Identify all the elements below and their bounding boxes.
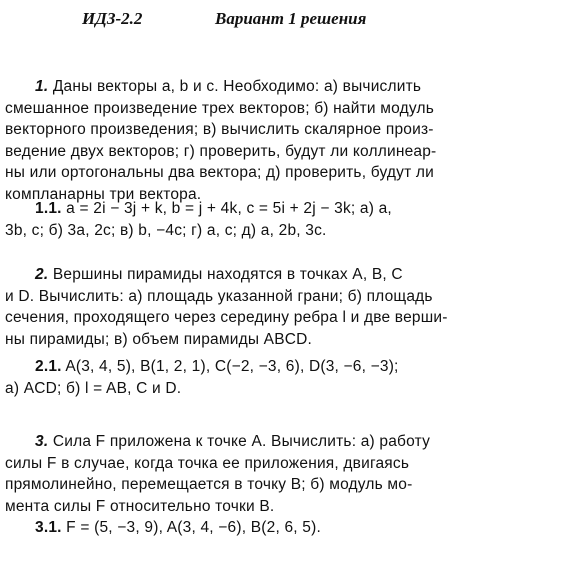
task-number: 3.	[35, 433, 49, 450]
task-line: ны или ортогональны два вектора; д) проверить, будут ли	[5, 164, 434, 181]
task-line: ны пирамиды; в) объем пирамиды ABCD.	[5, 330, 313, 348]
variant-text: A(3, 4, 5), B(1, 2, 1), C(−2, −3, 6), D(3, −6, −3);	[65, 358, 399, 375]
task-line	[5, 431, 519, 453]
task-line	[5, 76, 519, 98]
variant-text: F = (5, −3, 9), A(3, 4, −6), B(2, 6, 5).	[66, 519, 321, 536]
task-line: мента силы F относительно точки B.	[5, 497, 275, 515]
task-2-statement	[5, 264, 519, 350]
task-1-statement	[5, 76, 519, 205]
task-line: векторного произведения; в) вычислить скалярное произ-	[5, 121, 434, 138]
task-number: 2.	[35, 266, 49, 283]
task-number: 1.	[35, 78, 49, 95]
variant-number: 1.1.	[35, 200, 62, 217]
assignment-code: ИДЗ-2.2	[82, 9, 143, 28]
task-line: сечения, проходящего через середину ребра l и две верши-	[5, 309, 448, 326]
variant-2-1-data	[5, 356, 519, 399]
variant-text: a = 2i − 3j + k, b = j + 4k, c = 5i + 2j − 3k; а) a,	[66, 200, 392, 217]
task-line: силы F в случае, когда точка ее приложения, двигаясь	[5, 454, 410, 472]
variant-line	[5, 198, 519, 220]
variant-number: 2.1.	[35, 358, 62, 375]
task-line: смешанное произведение трех векторов; б) найти модуль	[5, 99, 434, 117]
variant-line: а) ACD; б) l = AB, C и D.	[5, 379, 182, 397]
task-text: Даны векторы a, b и c. Необходимо: а) вычислить	[52, 78, 422, 95]
variant-title: Вариант 1 решения	[215, 9, 367, 28]
task-line: и D. Вычислить: а) площадь указанной грани; б) площадь	[5, 287, 433, 305]
task-text: Вершины пирамиды находятся в точках A, B, C	[52, 266, 403, 283]
variant-1-1-data	[5, 198, 519, 241]
variant-line	[5, 517, 519, 539]
variant-3-1-data	[5, 517, 519, 539]
task-line: компланарны три вектора.	[5, 185, 202, 203]
task-line: ведение двух векторов; г) проверить, будут ли коллинеар-	[5, 142, 437, 160]
task-line: прямолинейно, перемещается в точку B; б) модуль мо-	[5, 476, 413, 493]
document-header	[82, 9, 482, 33]
variant-line	[5, 356, 519, 378]
task-text: Сила F приложена к точке A. Вычислить: а) работу	[52, 433, 431, 450]
task-3-statement	[5, 431, 519, 517]
task-line	[5, 264, 519, 286]
variant-line: 3b, c; б) 3a, 2c; в) b, −4c; г) a, c; д) a, 2b, 3c.	[5, 221, 327, 239]
variant-number: 3.1.	[35, 519, 62, 536]
